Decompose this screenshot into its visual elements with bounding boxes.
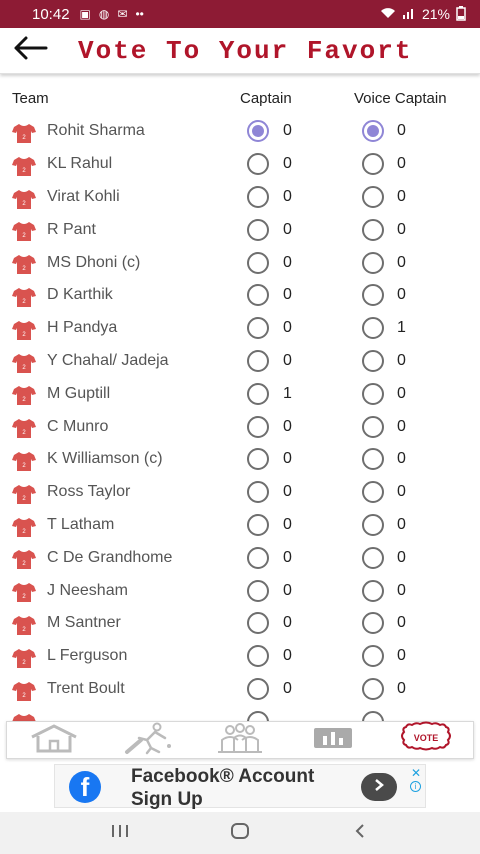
table-row bbox=[0, 345, 480, 378]
table-row bbox=[0, 640, 480, 673]
vice-captain-radio[interactable] bbox=[362, 547, 384, 569]
jersey-icon bbox=[12, 287, 36, 307]
captain-radio[interactable] bbox=[247, 612, 269, 634]
table-header bbox=[0, 88, 480, 110]
table-row bbox=[0, 607, 480, 640]
signal-icon bbox=[402, 6, 416, 22]
captain-radio[interactable] bbox=[247, 284, 269, 306]
vice-captain-radio[interactable] bbox=[362, 284, 384, 306]
captain-vote-count: 0 bbox=[283, 220, 292, 238]
jersey-icon bbox=[12, 156, 36, 176]
page-title: Vote To Your Favort bbox=[78, 35, 413, 66]
captain-vote-count: 0 bbox=[283, 450, 292, 468]
recent-apps-button[interactable] bbox=[100, 818, 140, 848]
player-name: J Neesham bbox=[47, 581, 128, 599]
arrow-left-icon bbox=[12, 36, 48, 65]
more-notifications-icon: •• bbox=[135, 7, 144, 21]
table-row bbox=[0, 476, 480, 509]
home-circle-icon bbox=[230, 823, 250, 844]
table-row bbox=[0, 246, 480, 279]
vice-captain-radio[interactable] bbox=[362, 120, 384, 142]
vice-captain-vote-count: 0 bbox=[397, 351, 406, 369]
vice-captain-radio[interactable] bbox=[362, 448, 384, 470]
ad-title-line2: Sign Up bbox=[131, 789, 203, 810]
vote-badge-icon bbox=[398, 722, 454, 759]
column-voice-captain: Voice Captain bbox=[354, 90, 447, 107]
player-name: C Munro bbox=[47, 417, 109, 435]
vice-captain-radio[interactable] bbox=[362, 645, 384, 667]
gmail-icon: ✉ bbox=[117, 7, 128, 21]
captain-radio[interactable] bbox=[247, 547, 269, 569]
vice-captain-vote-count: 0 bbox=[397, 581, 406, 599]
table-row bbox=[0, 279, 480, 312]
table-row bbox=[0, 509, 480, 542]
chevron-left-icon bbox=[354, 823, 366, 844]
table-row bbox=[0, 377, 480, 410]
messenger-icon: ◍ bbox=[98, 7, 110, 21]
jersey-icon bbox=[12, 451, 36, 471]
captain-vote-count: 0 bbox=[283, 647, 292, 665]
captain-radio[interactable] bbox=[247, 252, 269, 274]
svg-text:2: 2 bbox=[22, 692, 26, 699]
stats-icon bbox=[313, 726, 353, 755]
svg-text:2: 2 bbox=[22, 233, 26, 240]
player-name: L Ferguson bbox=[47, 647, 128, 665]
captain-vote-count: 0 bbox=[283, 155, 292, 173]
vice-captain-vote-count: 0 bbox=[397, 155, 406, 173]
home-system-button[interactable] bbox=[220, 818, 260, 848]
battery-text: 21% bbox=[421, 6, 450, 22]
vice-captain-vote-count: 0 bbox=[397, 187, 406, 205]
nav-team[interactable] bbox=[210, 722, 270, 758]
player-name: MS Dhoni (c) bbox=[47, 253, 141, 271]
svg-text:2: 2 bbox=[22, 561, 26, 568]
ad-open-button[interactable] bbox=[361, 773, 397, 801]
player-name: Rohit Sharma bbox=[47, 122, 145, 140]
vice-captain-vote-count: 0 bbox=[397, 450, 406, 468]
ad-banner[interactable] bbox=[54, 764, 426, 808]
captain-radio[interactable] bbox=[247, 481, 269, 503]
captain-vote-count: 0 bbox=[283, 614, 292, 632]
player-name: H Pandya bbox=[47, 319, 118, 337]
jersey-icon bbox=[12, 549, 36, 569]
captain-vote-count: 0 bbox=[283, 122, 292, 140]
vice-captain-vote-count: 0 bbox=[397, 286, 406, 304]
nav-players[interactable] bbox=[117, 722, 177, 758]
table-row bbox=[0, 115, 480, 148]
vice-captain-radio[interactable] bbox=[362, 383, 384, 405]
captain-vote-count: 0 bbox=[283, 548, 292, 566]
captain-radio[interactable] bbox=[247, 153, 269, 175]
player-name: M Santner bbox=[47, 614, 121, 632]
player-list[interactable] bbox=[0, 115, 480, 721]
back-button[interactable] bbox=[0, 28, 60, 74]
captain-radio[interactable] bbox=[247, 580, 269, 602]
svg-text:2: 2 bbox=[22, 495, 26, 502]
svg-text:2: 2 bbox=[22, 167, 26, 174]
vice-captain-radio[interactable] bbox=[362, 580, 384, 602]
vote-badge-label: VOTE bbox=[414, 732, 439, 743]
table-row bbox=[0, 443, 480, 476]
svg-text:2: 2 bbox=[22, 364, 26, 371]
table-row bbox=[0, 213, 480, 246]
jersey-icon bbox=[12, 385, 36, 405]
jersey-icon bbox=[12, 648, 36, 668]
svg-text:2: 2 bbox=[22, 430, 26, 437]
svg-text:2: 2 bbox=[22, 594, 26, 601]
player-name: M Guptill bbox=[47, 384, 111, 402]
svg-text:2: 2 bbox=[22, 462, 26, 469]
facebook-logo-icon: f bbox=[69, 771, 101, 803]
vice-captain-radio[interactable] bbox=[362, 350, 384, 372]
system-nav-bar bbox=[0, 812, 480, 854]
captain-vote-count: 0 bbox=[283, 187, 292, 205]
captain-vote-count: 0 bbox=[283, 286, 292, 304]
captain-radio[interactable] bbox=[247, 350, 269, 372]
ad-title-line1: Facebook® Account bbox=[131, 766, 315, 787]
back-system-button[interactable] bbox=[340, 818, 380, 848]
vice-captain-vote-count: 1 bbox=[397, 319, 406, 337]
vice-captain-vote-count: 0 bbox=[397, 679, 406, 697]
jersey-icon bbox=[12, 681, 36, 701]
vice-captain-radio[interactable] bbox=[362, 252, 384, 274]
svg-text:2: 2 bbox=[22, 266, 26, 273]
vice-captain-vote-count: 0 bbox=[397, 384, 406, 402]
jersey-icon bbox=[12, 418, 36, 438]
player-name: T Latham bbox=[47, 515, 115, 533]
jersey-icon bbox=[12, 517, 36, 537]
nav-vote[interactable] bbox=[396, 722, 456, 758]
captain-radio[interactable] bbox=[247, 514, 269, 536]
jersey-icon bbox=[12, 484, 36, 504]
jersey-icon bbox=[12, 189, 36, 209]
captain-vote-count: 0 bbox=[283, 483, 292, 501]
nav-stats[interactable] bbox=[303, 722, 363, 758]
vice-captain-radio[interactable] bbox=[362, 612, 384, 634]
captain-radio[interactable] bbox=[247, 120, 269, 142]
table-row bbox=[0, 181, 480, 214]
jersey-icon bbox=[12, 320, 36, 340]
status-right bbox=[380, 6, 466, 23]
captain-vote-count: 1 bbox=[283, 384, 292, 402]
svg-text:2: 2 bbox=[22, 626, 26, 633]
player-name: K Williamson (c) bbox=[47, 450, 163, 468]
vice-captain-vote-count: 0 bbox=[397, 614, 406, 632]
table-row bbox=[0, 574, 480, 607]
vice-captain-vote-count: 0 bbox=[397, 548, 406, 566]
vice-captain-vote-count: 0 bbox=[397, 647, 406, 665]
captain-radio[interactable] bbox=[247, 317, 269, 339]
svg-text:2: 2 bbox=[22, 331, 26, 338]
recent-apps-icon bbox=[110, 824, 130, 843]
player-name: Trent Boult bbox=[47, 679, 125, 697]
ad-info-icon[interactable]: i bbox=[410, 781, 421, 792]
player-name: KL Rahul bbox=[47, 155, 113, 173]
status-time: 10:42 bbox=[32, 5, 70, 23]
vice-captain-vote-count: 0 bbox=[397, 122, 406, 140]
jersey-icon bbox=[12, 353, 36, 373]
vice-captain-vote-count: 0 bbox=[397, 220, 406, 238]
captain-vote-count: 0 bbox=[283, 515, 292, 533]
captain-vote-count: 0 bbox=[283, 253, 292, 271]
svg-text:2: 2 bbox=[22, 397, 26, 404]
column-captain: Captain bbox=[240, 90, 292, 107]
gallery-icon: ▣ bbox=[79, 7, 91, 21]
captain-vote-count: 0 bbox=[283, 679, 292, 697]
captain-vote-count: 0 bbox=[283, 351, 292, 369]
captain-vote-count: 0 bbox=[283, 417, 292, 435]
player-name: Ross Taylor bbox=[47, 483, 131, 501]
captain-radio[interactable] bbox=[247, 678, 269, 700]
svg-text:2: 2 bbox=[22, 298, 26, 305]
column-team: Team bbox=[12, 90, 49, 107]
jersey-icon bbox=[12, 254, 36, 274]
captain-vote-count: 0 bbox=[283, 319, 292, 337]
player-name: Virat Kohli bbox=[47, 187, 120, 205]
captain-radio[interactable] bbox=[247, 448, 269, 470]
vice-captain-radio[interactable] bbox=[362, 186, 384, 208]
captain-radio[interactable] bbox=[247, 383, 269, 405]
player-name: Y Chahal/ Jadeja bbox=[47, 351, 169, 369]
jersey-icon bbox=[12, 582, 36, 602]
vice-captain-radio[interactable] bbox=[362, 317, 384, 339]
battery-icon bbox=[456, 6, 466, 23]
vice-captain-radio[interactable] bbox=[362, 219, 384, 241]
table-row bbox=[0, 148, 480, 181]
vice-captain-radio[interactable] bbox=[362, 678, 384, 700]
jersey-icon bbox=[12, 123, 36, 143]
table-row bbox=[0, 673, 480, 706]
vice-captain-radio[interactable] bbox=[362, 153, 384, 175]
captain-vote-count: 0 bbox=[283, 581, 292, 599]
status-bar bbox=[0, 0, 480, 28]
nav-home[interactable] bbox=[24, 722, 84, 758]
vice-captain-radio[interactable] bbox=[362, 514, 384, 536]
bottom-nav bbox=[6, 721, 474, 759]
table-row bbox=[0, 541, 480, 574]
table-row bbox=[0, 410, 480, 443]
captain-radio[interactable] bbox=[247, 219, 269, 241]
wifi-icon bbox=[380, 6, 396, 22]
vice-captain-radio[interactable] bbox=[362, 416, 384, 438]
player-name: C De Grandhome bbox=[47, 548, 173, 566]
table-row bbox=[0, 312, 480, 345]
svg-text:2: 2 bbox=[22, 200, 26, 207]
chevron-right-icon bbox=[373, 778, 385, 797]
svg-text:2: 2 bbox=[22, 659, 26, 666]
captain-radio[interactable] bbox=[247, 186, 269, 208]
svg-text:2: 2 bbox=[22, 528, 26, 535]
vice-captain-radio[interactable] bbox=[362, 481, 384, 503]
ad-title[interactable] bbox=[131, 765, 371, 811]
ad-close-icon[interactable]: ✕ bbox=[410, 766, 421, 780]
jersey-icon bbox=[12, 615, 36, 635]
cricket-player-icon bbox=[121, 722, 173, 759]
app-bar bbox=[0, 28, 480, 74]
captain-radio[interactable] bbox=[247, 645, 269, 667]
vice-captain-vote-count: 0 bbox=[397, 483, 406, 501]
vice-captain-vote-count: 0 bbox=[397, 515, 406, 533]
jersey-icon bbox=[12, 221, 36, 241]
vice-captain-vote-count: 0 bbox=[397, 253, 406, 271]
team-icon bbox=[214, 722, 266, 759]
captain-radio[interactable] bbox=[247, 416, 269, 438]
vice-captain-vote-count: 0 bbox=[397, 417, 406, 435]
player-name: D Karthik bbox=[47, 286, 113, 304]
svg-text:2: 2 bbox=[22, 135, 26, 141]
home-icon bbox=[28, 723, 80, 758]
player-name: R Pant bbox=[47, 220, 96, 238]
